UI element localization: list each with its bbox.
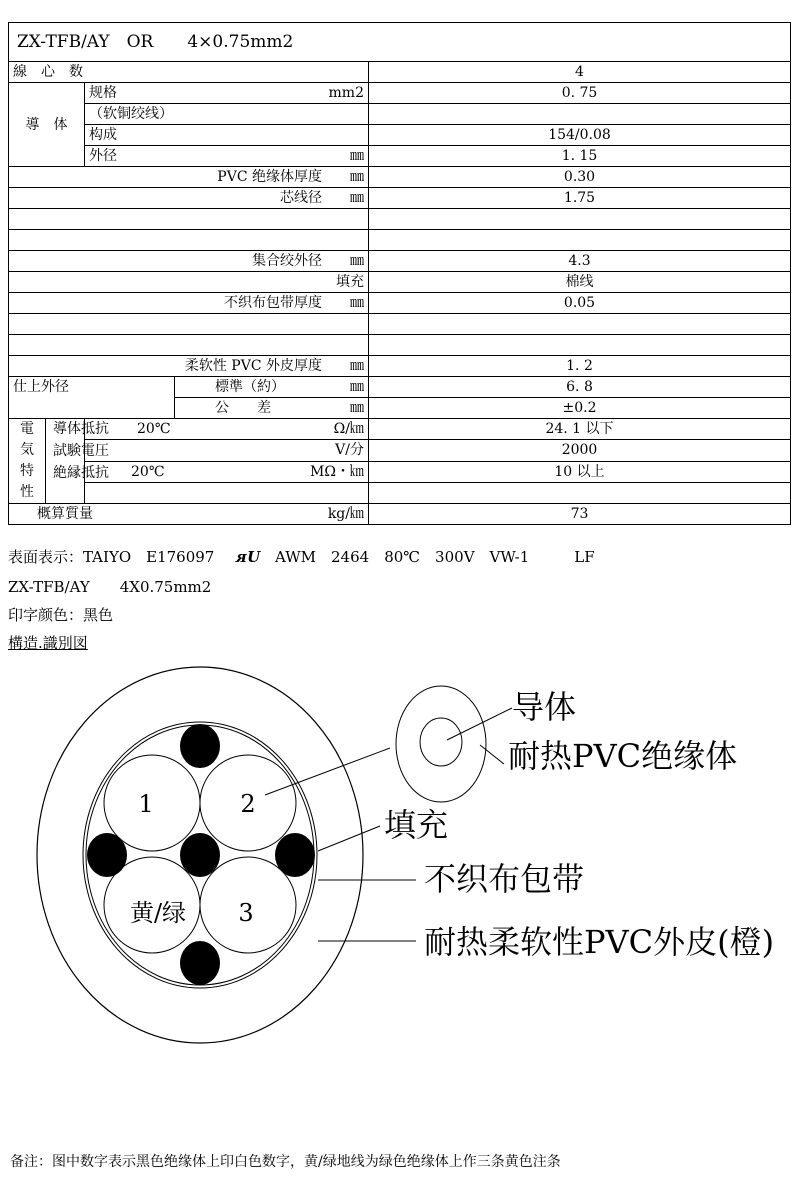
filler-bottom (180, 941, 220, 985)
cores-value: 4 (369, 62, 791, 83)
assembly-label: 集合绞外径 (252, 253, 322, 269)
conductor-group-label: 導 体 (9, 83, 85, 167)
diagram-heading: 構造.識別図 (8, 634, 88, 652)
insulation-res-temp: 20℃ (131, 463, 165, 480)
resistance-temp: 20℃ (137, 421, 171, 438)
electrical-char-2: 気 (20, 442, 34, 458)
core-label-2: 2 (240, 790, 256, 818)
electrical-char-4: 性 (20, 484, 34, 500)
assembly-unit: ㎜ (350, 253, 364, 269)
insulation-res-label: 絶縁抵抗 (53, 465, 109, 481)
mass-value: 73 (369, 504, 791, 525)
sheath-unit: ㎜ (350, 358, 364, 374)
core-dia-value: 1.75 (369, 188, 791, 209)
core-dia-unit: ㎜ (350, 190, 364, 206)
callout-insulation: 耐热PVC绝缘体 (508, 737, 738, 775)
finish-label: 仕上外径 (9, 377, 175, 419)
voltage-value: 2000 (369, 440, 791, 461)
callout-conductor: 导体 (512, 688, 577, 726)
voltage-unit: V/分 (85, 440, 369, 461)
conductor-structure-label: 构成 (85, 125, 369, 146)
resistance-unit: Ω/㎞ (333, 421, 364, 438)
conductor-od-unit: ㎜ (350, 148, 364, 164)
tape-unit: ㎜ (350, 295, 364, 311)
conductor-spec-unit: mm2 (328, 85, 364, 101)
core-label-1: 1 (138, 790, 154, 818)
cores-label: 線 心 数 (9, 62, 369, 83)
filler-center (180, 833, 220, 877)
electrical-char-3: 特 (20, 463, 34, 479)
filler-top (180, 724, 220, 768)
filler-value: 棉线 (369, 272, 791, 293)
finish-std-value: 6. 8 (369, 377, 791, 398)
insulation-value: 0.30 (369, 167, 791, 188)
sheath-label: 柔软性 PVC 外皮厚度 (184, 358, 322, 374)
product-title: ZX-TFB/AY OR 4×0.75mm2 (9, 23, 791, 62)
marking-line2: ZX-TFB/AY 4X0.75mm2 (8, 578, 212, 596)
insulation-unit: ㎜ (350, 169, 364, 185)
finish-tol-unit: ㎜ (350, 400, 364, 416)
finish-std-label: 標準（約） (215, 379, 285, 395)
conductor-od-value: 1. 15 (369, 146, 791, 167)
insulation-res-value: 10 以上 (369, 461, 791, 482)
mass-label: 概算質量 (37, 506, 93, 522)
finish-tol-value: ±0.2 (369, 398, 791, 419)
filler-right (275, 833, 315, 877)
filler-label: 填充 (9, 272, 369, 293)
conductor-structure-value: 154/0.08 (369, 125, 791, 146)
conductor-spec-label: 规格 (89, 85, 117, 101)
core-label-3: 3 (238, 899, 254, 927)
assembly-value: 4.3 (369, 251, 791, 272)
marking-line1-suffix: AWM 2464 80℃ 300V VW-1 LF (275, 548, 595, 566)
core-label-yg: 黄/绿 (129, 899, 187, 927)
marking-line1-prefix: 表面表示：TAIYO E176097 (8, 548, 215, 566)
voltage-label: 試験電圧 (53, 443, 109, 459)
finish-tol-label: 公 差 (215, 400, 271, 416)
callout-filler: 填充 (384, 806, 449, 844)
finish-std-unit: ㎜ (350, 379, 364, 395)
resistance-value: 24. 1 以下 (369, 419, 791, 440)
tape-value: 0.05 (369, 293, 791, 314)
insulation-label: PVC 绝缘体厚度 (217, 169, 322, 185)
filler-left (87, 833, 127, 877)
callout-sheath: 耐热柔软性PVC外皮(橙) (424, 923, 775, 961)
resistance-label: 導体抵抗 (53, 421, 109, 437)
footnote: 备注：图中数字表示黑色绝缘体上印白色数字，黄/绿地线为绿色绝缘体上作三条黄色注条 (10, 1154, 561, 1170)
core-dia-label: 芯线径 (280, 190, 322, 206)
callout-tape: 不织布包带 (424, 860, 585, 898)
insulation-res-unit: MΩ・㎞ (310, 463, 364, 480)
sheath-value: 1. 2 (369, 356, 791, 377)
detail-conductor-circle (420, 718, 462, 766)
conductor-spec-value: 0. 75 (369, 83, 791, 104)
ul-recognized-mark: ᴙU (235, 548, 261, 566)
mass-unit: kg/㎞ (327, 506, 364, 522)
electrical-char-1: 電 (20, 421, 34, 437)
conductor-od-label: 外径 (89, 148, 117, 164)
tape-label: 不织布包带厚度 (224, 295, 322, 311)
print-color: 印字颜色：黑色 (8, 606, 114, 624)
conductor-sub-label: （软铜绞线） (85, 104, 369, 125)
